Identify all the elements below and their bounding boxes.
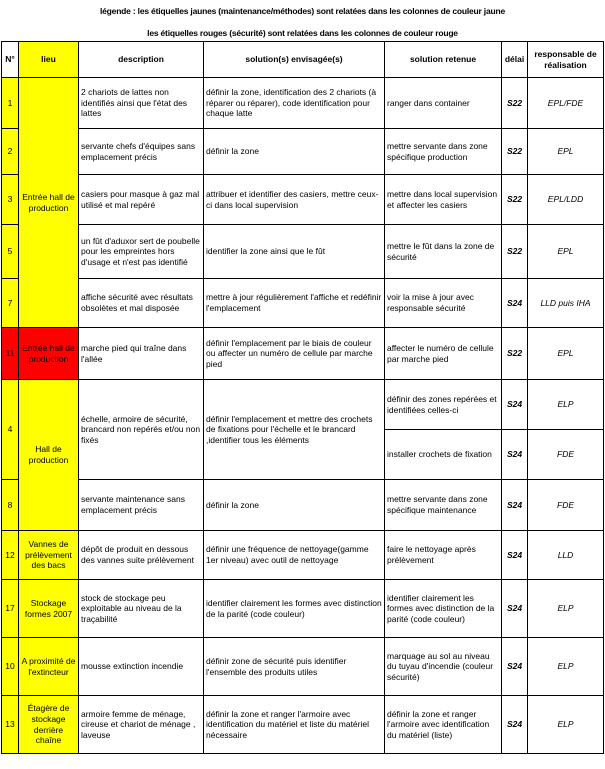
cell-lieu: Étagère de stockage derrière chaîne [19, 696, 79, 754]
legend-yellow: légende : les étiquelles jaunes (maintenance/méthodes) sont relatées dans les colonnes de couleur jaune [99, 6, 505, 16]
table-row [2, 129, 604, 175]
cell-solution-envisagee: attribuer et identifier des casiers, mettre ceux-ci dans local supervision [204, 175, 385, 225]
row-number: 11 [2, 328, 19, 380]
cell-lieu: A proximité de l'extincteur [19, 638, 79, 696]
cell-solution-retenue: mettre le fût dans la zone de sécurité [385, 225, 502, 279]
cell-solution-envisagee: définir zone de sécurité puis identifier l'ensemble des produits utiles [204, 638, 385, 696]
cell-responsable: ELP [528, 380, 604, 430]
cell-description: mousse extinction incendie [79, 638, 204, 696]
cell-description: servante maintenance sans emplacement précis [79, 480, 204, 531]
cell-responsable: FDE [528, 430, 604, 480]
cell-solution-retenue: installer crochets de fixation [385, 430, 502, 480]
table-row [2, 225, 604, 279]
cell-solution-envisagee: mettre à jour régulièrement l'affiche et redéfinir l'emplacement [204, 279, 385, 328]
cell-description: casiers pour masque à gaz mal utilisé et mal repéré [79, 175, 204, 225]
table-row [2, 580, 604, 638]
header-row [2, 42, 604, 78]
cell-responsable: ELP [528, 696, 604, 754]
row-number: 12 [2, 531, 19, 580]
header-lieu: lieu [19, 42, 79, 78]
cell-solution-envisagee: définir une fréquence de nettoyage(gamme 1er niveau) avec outil de nettoyage [204, 531, 385, 580]
cell-delai: S22 [502, 129, 528, 175]
cell-description: affiche sécurité avec résultats obsolètes et mal disposée [79, 279, 204, 328]
table-row [2, 531, 604, 580]
cell-solution-envisagee: définir l'emplacement par le biais de couleur ou affecter un numéro de cellule par marche pied [204, 328, 385, 380]
cell-delai: S24 [502, 580, 528, 638]
cell-delai: S22 [502, 78, 528, 129]
cell-description: armoire femme de ménage, cireuse et chariot de ménage , laveuse [79, 696, 204, 754]
cell-responsable: EPL/FDE [528, 78, 604, 129]
cell-solution-retenue: définir des zones repérées et identifiées celles-ci [385, 380, 502, 430]
table-row [2, 380, 604, 430]
header-solution-retenue: solution retenue [385, 42, 502, 78]
cell-solution-retenue: marquage au sol au niveau du tuyau d'incendie (couleur sécurité) [385, 638, 502, 696]
table-row [2, 696, 604, 754]
cell-delai: S22 [502, 328, 528, 380]
cell-responsable: LLD [528, 531, 604, 580]
cell-description: 2 chariots de lattes non identifiés ainsi que l'état des lattes [79, 78, 204, 129]
table-row [2, 279, 604, 328]
cell-responsable: EPL [528, 328, 604, 380]
table-row [2, 78, 604, 129]
cell-responsable: EPL [528, 129, 604, 175]
header-solution-envisagee: solution(s) envisagée(s) [204, 42, 385, 78]
header-delai: délai [502, 42, 528, 78]
cell-solution-retenue: mettre dans local supervision et affecter les casiers [385, 175, 502, 225]
cell-solution-envisagee: définir la zone [204, 129, 385, 175]
cell-solution-envisagee: identifier clairement les formes avec distinction de la parité (code couleur) [204, 580, 385, 638]
cell-solution-retenue: affecter le numéro de cellule par marche pied [385, 328, 502, 380]
cell-lieu: Entrée hall de production [19, 78, 79, 328]
cell-lieu: Hall de production [19, 380, 79, 531]
action-table [1, 41, 604, 754]
table-row [2, 175, 604, 225]
cell-delai: S24 [502, 696, 528, 754]
cell-solution-retenue: faire le nettoyage après prélèvement [385, 531, 502, 580]
cell-delai: S24 [502, 480, 528, 531]
row-number: 13 [2, 696, 19, 754]
header-responsable: responsable de réalisation [528, 42, 604, 78]
cell-responsable: EPL/LDD [528, 175, 604, 225]
cell-description: stock de stockage peu exploitable au niveau de la traçabilité [79, 580, 204, 638]
cell-lieu: Stockage formes 2007 [19, 580, 79, 638]
cell-responsable: LLD puis IHA [528, 279, 604, 328]
header-num: N° [2, 42, 19, 78]
cell-solution-envisagee: définir la zone [204, 480, 385, 531]
cell-delai: S24 [502, 638, 528, 696]
cell-lieu: Vannes de prélèvement des bacs [19, 531, 79, 580]
cell-solution-retenue: identifier clairement les formes avec distinction de la parité (code couleur) [385, 580, 502, 638]
row-number: 5 [2, 225, 19, 279]
cell-description: marche pied qui traîne dans l'allée [79, 328, 204, 380]
row-number: 1 [2, 78, 19, 129]
row-number: 3 [2, 175, 19, 225]
cell-responsable: EPL [528, 225, 604, 279]
cell-responsable: ELP [528, 638, 604, 696]
row-number: 7 [2, 279, 19, 328]
table-row [2, 328, 604, 380]
header-description: description [79, 42, 204, 78]
cell-solution-retenue: voir la mise à jour avec responsable sécurité [385, 279, 502, 328]
row-number: 2 [2, 129, 19, 175]
cell-delai: S22 [502, 225, 528, 279]
cell-solution-retenue: mettre servante dans zone spécifique maintenance [385, 480, 502, 531]
cell-description: dépôt de produit en dessous des vannes suite prélèvement [79, 531, 204, 580]
cell-description: un fût d'aduxor sert de poubelle pour les empreintes hors d'usage et n'est pas identifié [79, 225, 204, 279]
cell-lieu: Entrée hall de production [19, 328, 79, 380]
cell-delai: S24 [502, 380, 528, 430]
cell-solution-envisagee: définir la zone, identification des 2 chariots (à réparer ou réparer), code identification pour chaque latte [204, 78, 385, 129]
cell-solution-envisagee: définir la zone et ranger l'armoire avec identification du matériel et liste du matériel nécessaire [204, 696, 385, 754]
cell-responsable: FDE [528, 480, 604, 531]
row-number: 10 [2, 638, 19, 696]
cell-description: échelle, armoire de sécurité, brancard non repérés et/ou non fixés [79, 380, 204, 480]
table-row [2, 480, 604, 531]
legend-red: les étiquelles rouges (sécurité) sont relatées dans les colonnes de couleur rouge [147, 28, 458, 38]
cell-solution-envisagee: définir l'emplacement et mettre des crochets de fixations pour l'échelle et le brancard ,identifier tous les éléments [204, 380, 385, 480]
cell-solution-envisagee: identifier la zone ainsi que le fût [204, 225, 385, 279]
cell-delai: S24 [502, 279, 528, 328]
row-number: 17 [2, 580, 19, 638]
cell-description: servante chefs d'équipes sans emplacement précis [79, 129, 204, 175]
cell-solution-retenue: ranger dans container [385, 78, 502, 129]
cell-solution-retenue: mettre servante dans zone spécifique production [385, 129, 502, 175]
cell-delai: S24 [502, 430, 528, 480]
cell-responsable: ELP [528, 580, 604, 638]
table-row [2, 638, 604, 696]
row-number: 8 [2, 480, 19, 531]
cell-delai: S24 [502, 531, 528, 580]
row-number: 4 [2, 380, 19, 480]
cell-solution-retenue: définir la zone et ranger l'armoire avec identification du matériel (liste) [385, 696, 502, 754]
cell-delai: S22 [502, 175, 528, 225]
